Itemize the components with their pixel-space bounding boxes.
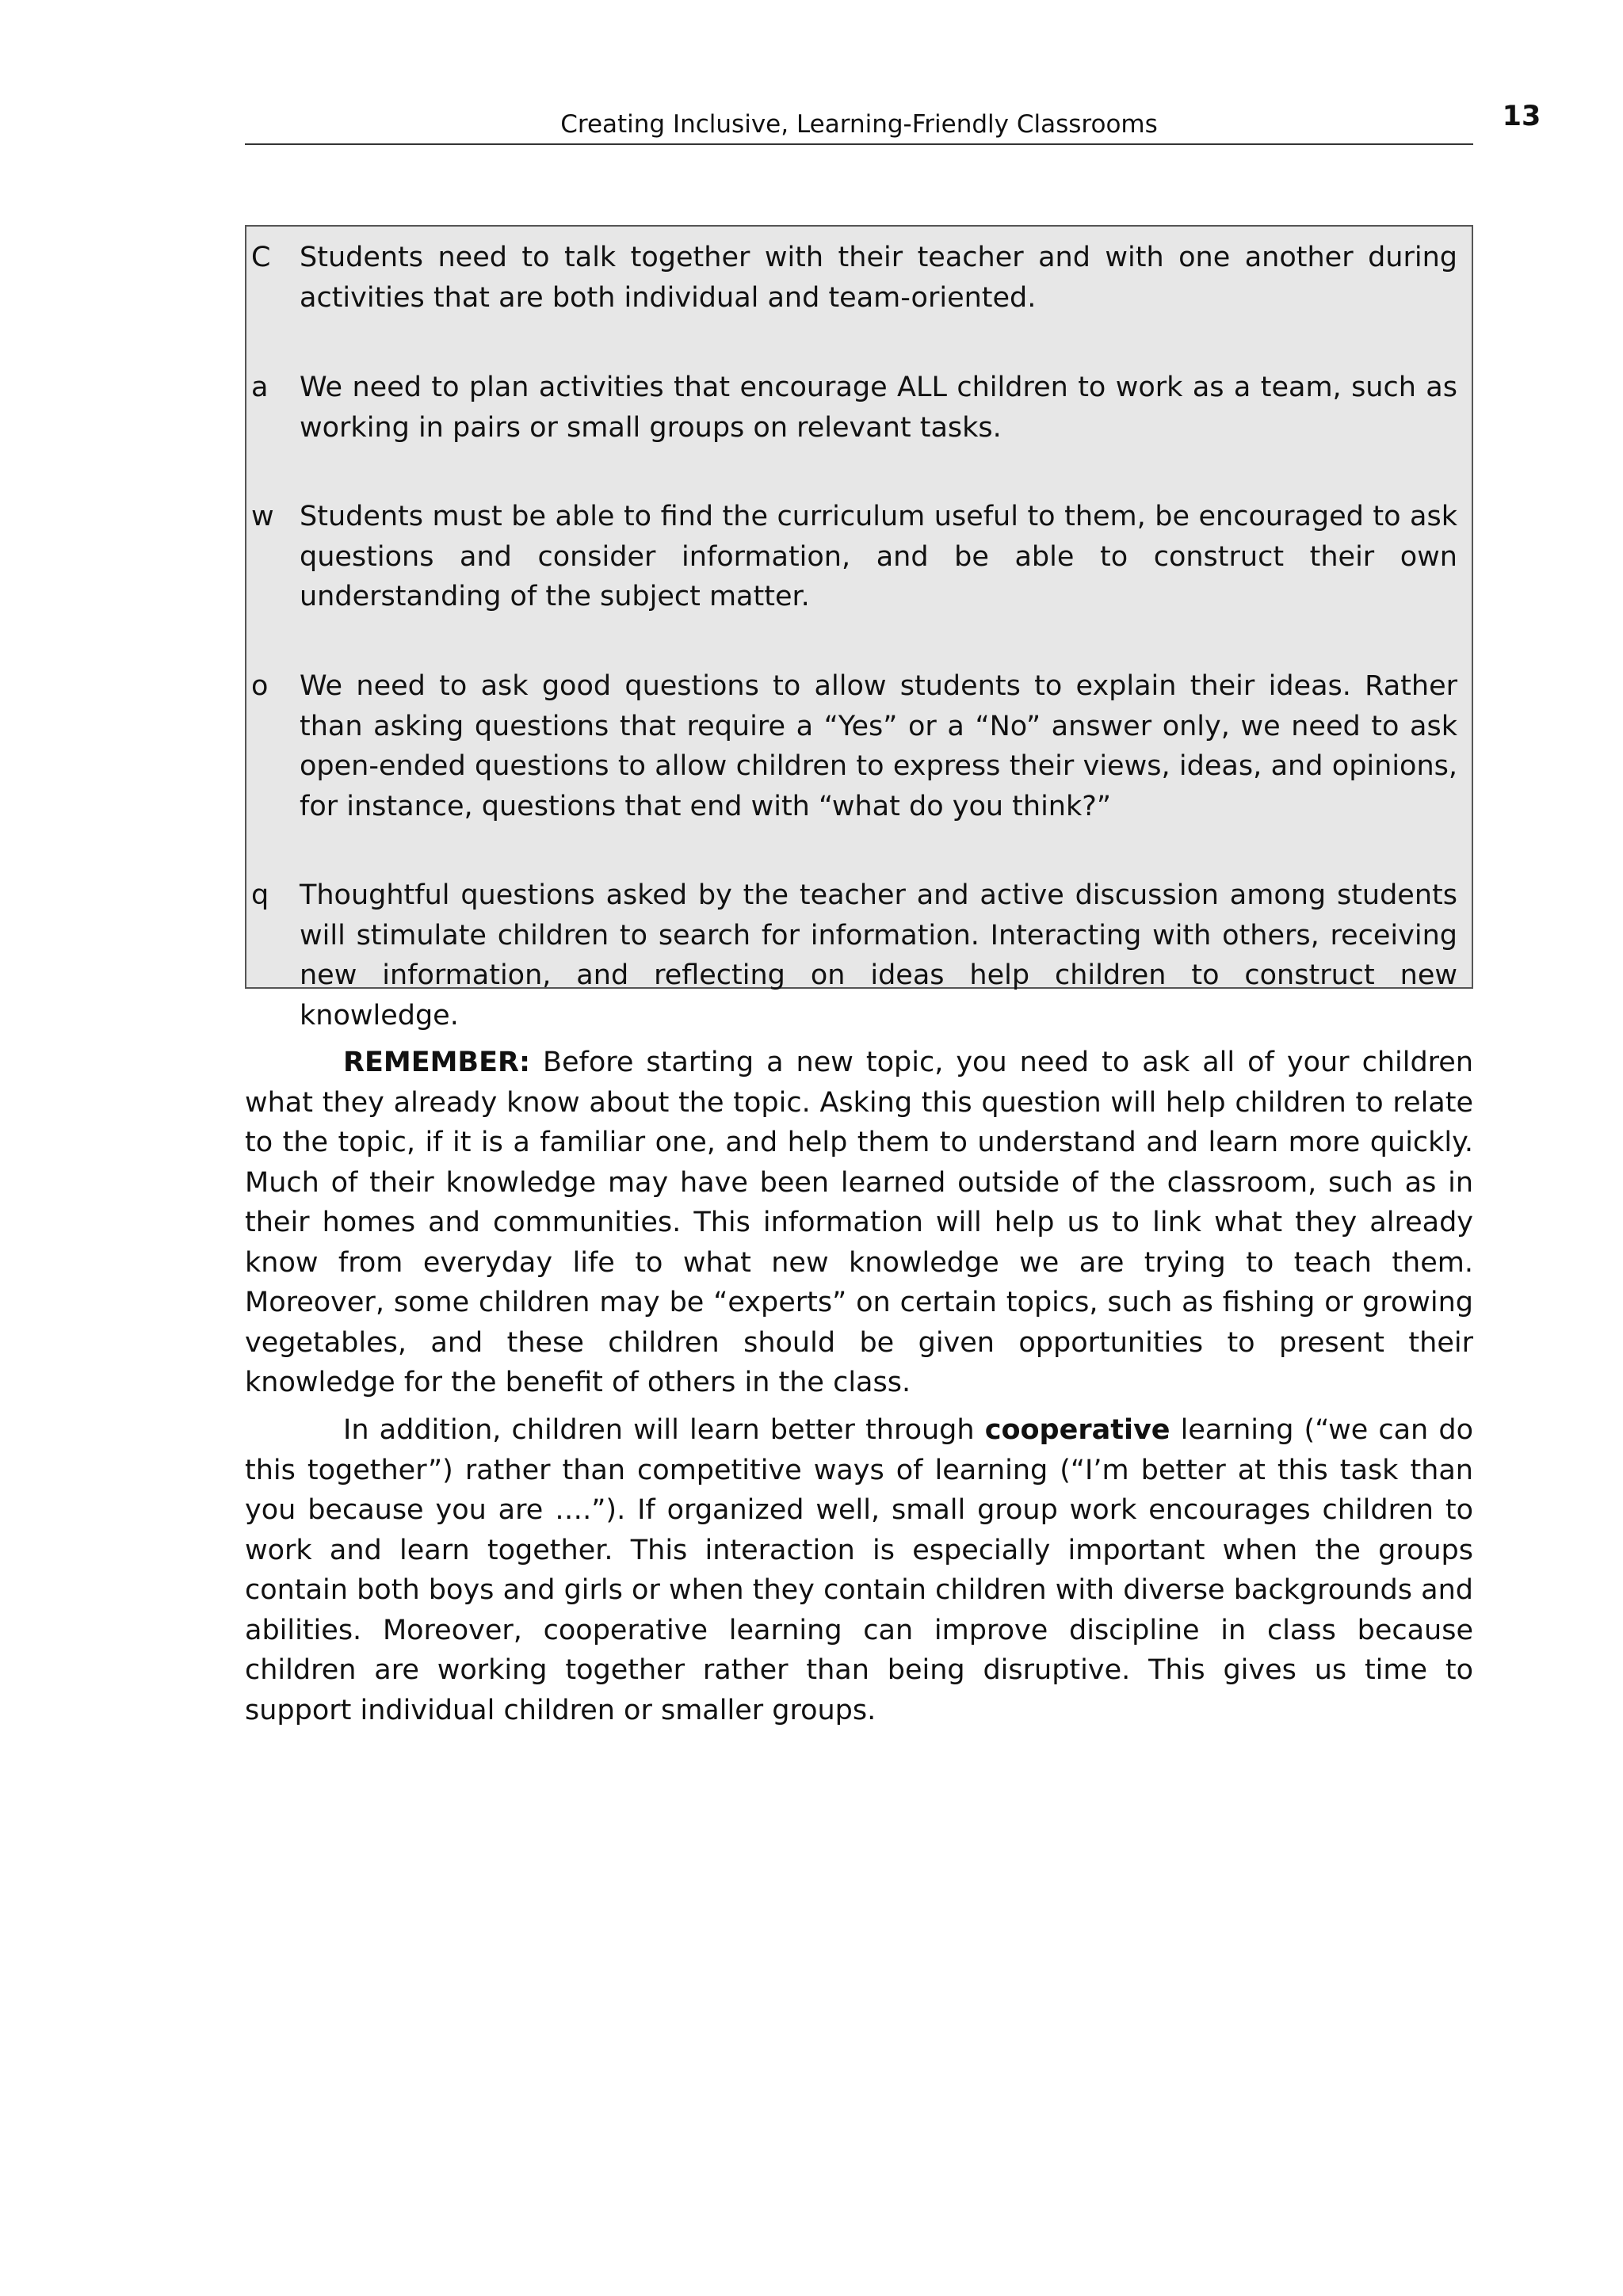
cooperative-rest: learning (“we can do this together”) rather than competitive ways of learning (“I’m better at this task than you because you are ….”). If organized well, small group work encourages children to work and learn together. This interaction is especially important when the groups contain both boys and girls or when they contain children with diverse backgrounds and abilities. Moreover, cooperative learning can improve discipline in class because children are working together rather than being disruptive. This gives us time to support individual children or smaller groups. [245, 1414, 1473, 1726]
callout-box [245, 225, 1473, 1032]
remember-label: REMEMBER: [343, 1047, 530, 1078]
page-number: 13 [1502, 101, 1541, 132]
item-marker: q [251, 879, 269, 911]
running-header: Creating Inclusive, Learning-Friendly Classrooms [560, 110, 1158, 139]
item-marker: o [251, 670, 269, 702]
remember-paragraph [245, 1043, 1473, 1403]
item-marker: a [251, 372, 269, 403]
item-marker: C [251, 242, 271, 273]
cooperative-paragraph [245, 1410, 1473, 1730]
item-text: Thoughtful questions asked by the teacher and active discussion among students will stimulate children to search for information. Interacting with others, receiving new information, and reflecting on ideas help children to construct new knowledge. [300, 879, 1457, 1032]
remember-text: Before starting a new topic, you need to ask all of your children what they already know about the topic. Asking this question will help children to relate to the topic, if it is a familiar one, and help them to understand and learn more quickly. Much of their knowledge may have been learned outside of the classroom, such as in their homes and communities. This information will help us to link what they already know from everyday life to what new knowledge we are trying to teach them. Moreover, some children may be “experts” on certain topics, such as fishing or growing vegetables, and these children should be given opportunities to present their knowledge for the benefit of others in the class. [245, 1047, 1473, 1398]
cooperative-intro: In addition, children will learn better through [343, 1414, 985, 1446]
item-text: Students must be able to find the curriculum useful to them, be encouraged to ask questions and consider information, and be able to construct their own understanding of the subject matter. [300, 501, 1457, 612]
header-rule [245, 143, 1473, 145]
item-text: Students need to talk together with their teacher and with one another during activities that are both individual and team-oriented. [300, 242, 1457, 314]
item-marker: w [251, 501, 274, 532]
cooperative-term: cooperative [984, 1414, 1170, 1446]
item-text: We need to plan activities that encourage ALL children to work as a team, such as working in pairs or small groups on relevant tasks. [300, 372, 1457, 444]
item-text: We need to ask good questions to allow students to explain their ideas. Rather than asking questions that require a “Yes” or a “No” answer only, we need to ask open-ended questions to allow children to express their views, ideas, and opinions, for instance, questions that end with “what do you think?” [300, 670, 1457, 822]
